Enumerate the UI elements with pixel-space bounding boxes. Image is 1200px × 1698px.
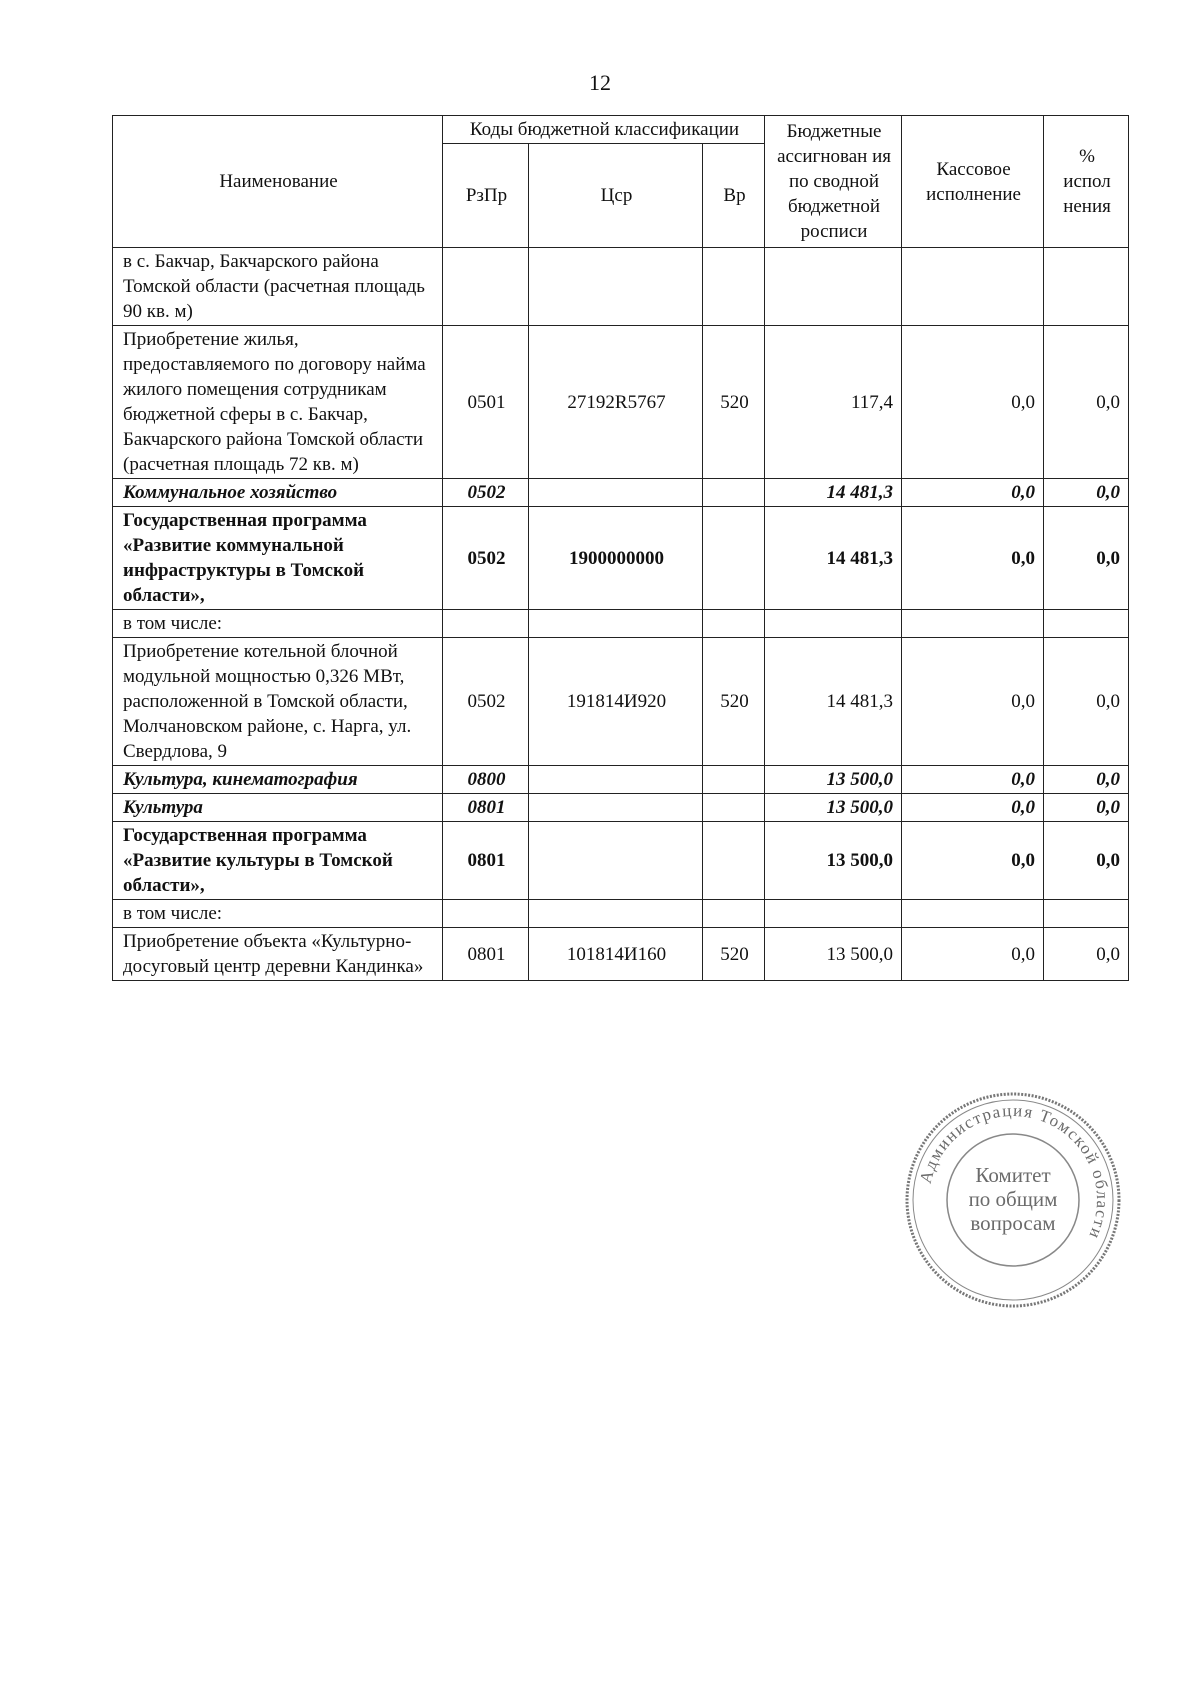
row-csr: [529, 900, 703, 928]
row-percent: 0,0: [1044, 822, 1129, 900]
row-rzpr: 0800: [443, 766, 529, 794]
row-vr: [703, 248, 765, 326]
row-cash-execution: 0,0: [902, 822, 1044, 900]
row-name: Государственная программа «Развитие коммунальной инфраструктуры в Томской области»,: [113, 507, 443, 610]
row-csr: 1900000000: [529, 507, 703, 610]
row-vr: 520: [703, 638, 765, 766]
table-row: [113, 326, 1129, 479]
row-assignments: 14 481,3: [765, 507, 902, 610]
row-name: в том числе:: [113, 610, 443, 638]
row-cash-execution: 0,0: [902, 479, 1044, 507]
row-cash-execution: 0,0: [902, 326, 1044, 479]
table-row: [113, 610, 1129, 638]
stamp-line-2: по общим: [968, 1187, 1058, 1211]
row-rzpr: [443, 610, 529, 638]
row-csr: 191814И920: [529, 638, 703, 766]
row-cash-execution: 0,0: [902, 794, 1044, 822]
row-assignments: 117,4: [765, 326, 902, 479]
table-row: [113, 507, 1129, 610]
table-row: [113, 928, 1129, 981]
row-cash-execution: 0,0: [902, 638, 1044, 766]
row-cash-execution: [902, 610, 1044, 638]
row-rzpr: 0801: [443, 822, 529, 900]
row-csr: [529, 822, 703, 900]
header-name: Наименование: [113, 116, 443, 248]
row-assignments: [765, 610, 902, 638]
row-cash-execution: [902, 248, 1044, 326]
row-vr: 520: [703, 326, 765, 479]
row-vr: [703, 794, 765, 822]
row-cash-execution: 0,0: [902, 507, 1044, 610]
row-vr: [703, 610, 765, 638]
header-csr: Цср: [529, 144, 703, 248]
table-row: [113, 766, 1129, 794]
row-assignments: [765, 900, 902, 928]
row-rzpr: 0801: [443, 928, 529, 981]
table-row: [113, 479, 1129, 507]
header-rzpr: РзПр: [443, 144, 529, 248]
row-assignments: 13 500,0: [765, 794, 902, 822]
row-cash-execution: 0,0: [902, 766, 1044, 794]
row-csr: [529, 794, 703, 822]
row-vr: 520: [703, 928, 765, 981]
row-percent: 0,0: [1044, 794, 1129, 822]
row-name: в том числе:: [113, 900, 443, 928]
row-csr: [529, 248, 703, 326]
row-percent: 0,0: [1044, 928, 1129, 981]
row-vr: [703, 479, 765, 507]
row-name: Коммунальное хозяйство: [113, 479, 443, 507]
row-percent: [1044, 248, 1129, 326]
row-rzpr: 0502: [443, 479, 529, 507]
header-vr: Вр: [703, 144, 765, 248]
row-name: Приобретение жилья, предоставляемого по договору найма жилого помещения сотрудникам бюджетной сферы в с. Бакчар, Бакчарского района Томской области (расчетная площадь 72 кв. м): [113, 326, 443, 479]
row-percent: 0,0: [1044, 507, 1129, 610]
row-percent: [1044, 610, 1129, 638]
stamp-ring-text: Администрация Томской области: [915, 1100, 1113, 1243]
row-rzpr: 0502: [443, 638, 529, 766]
row-percent: [1044, 900, 1129, 928]
row-rzpr: [443, 248, 529, 326]
row-assignments: 14 481,3: [765, 479, 902, 507]
table-row: [113, 794, 1129, 822]
row-name: Культура: [113, 794, 443, 822]
row-rzpr: [443, 900, 529, 928]
row-rzpr: 0502: [443, 507, 529, 610]
header-assignments: Бюджетные ассигнован ия по сводной бюджетной росписи: [765, 116, 902, 248]
row-cash-execution: 0,0: [902, 928, 1044, 981]
header-cash-execution: Кассовое исполнение: [902, 116, 1044, 248]
row-name: Приобретение котельной блочной модульной мощностью 0,326 МВт, расположенной в Томской области, Молчановском районе, с. Нарга, ул. Свердлова, 9: [113, 638, 443, 766]
table-row: [113, 822, 1129, 900]
table-row: [113, 900, 1129, 928]
row-assignments: 13 500,0: [765, 928, 902, 981]
budget-table: [112, 115, 1129, 981]
row-csr: [529, 766, 703, 794]
header-codes-group: Коды бюджетной классификации: [443, 116, 765, 144]
row-name: Приобретение объекта «Культурно-досуговый центр деревни Кандинка»: [113, 928, 443, 981]
row-name: Культура, кинематография: [113, 766, 443, 794]
row-assignments: 13 500,0: [765, 822, 902, 900]
stamp-line-1: Комитет: [975, 1163, 1051, 1187]
row-csr: 101814И160: [529, 928, 703, 981]
page-number: 12: [589, 70, 611, 95]
row-name: Государственная программа «Развитие культуры в Томской области»,: [113, 822, 443, 900]
row-percent: 0,0: [1044, 638, 1129, 766]
row-percent: 0,0: [1044, 766, 1129, 794]
row-csr: [529, 479, 703, 507]
row-rzpr: 0501: [443, 326, 529, 479]
table-row: [113, 248, 1129, 326]
table-row: [113, 638, 1129, 766]
stamp-line-3: вопросам: [970, 1211, 1056, 1235]
row-percent: 0,0: [1044, 479, 1129, 507]
row-csr: 27192R5767: [529, 326, 703, 479]
row-cash-execution: [902, 900, 1044, 928]
row-percent: 0,0: [1044, 326, 1129, 479]
official-stamp: [903, 1090, 1123, 1310]
row-assignments: 14 481,3: [765, 638, 902, 766]
header-percent: % испол нения: [1044, 116, 1129, 248]
row-assignments: [765, 248, 902, 326]
row-name: в с. Бакчар, Бакчарского района Томской области (расчетная площадь 90 кв. м): [113, 248, 443, 326]
row-vr: [703, 900, 765, 928]
row-assignments: 13 500,0: [765, 766, 902, 794]
row-csr: [529, 610, 703, 638]
row-vr: [703, 766, 765, 794]
row-vr: [703, 822, 765, 900]
row-rzpr: 0801: [443, 794, 529, 822]
row-vr: [703, 507, 765, 610]
